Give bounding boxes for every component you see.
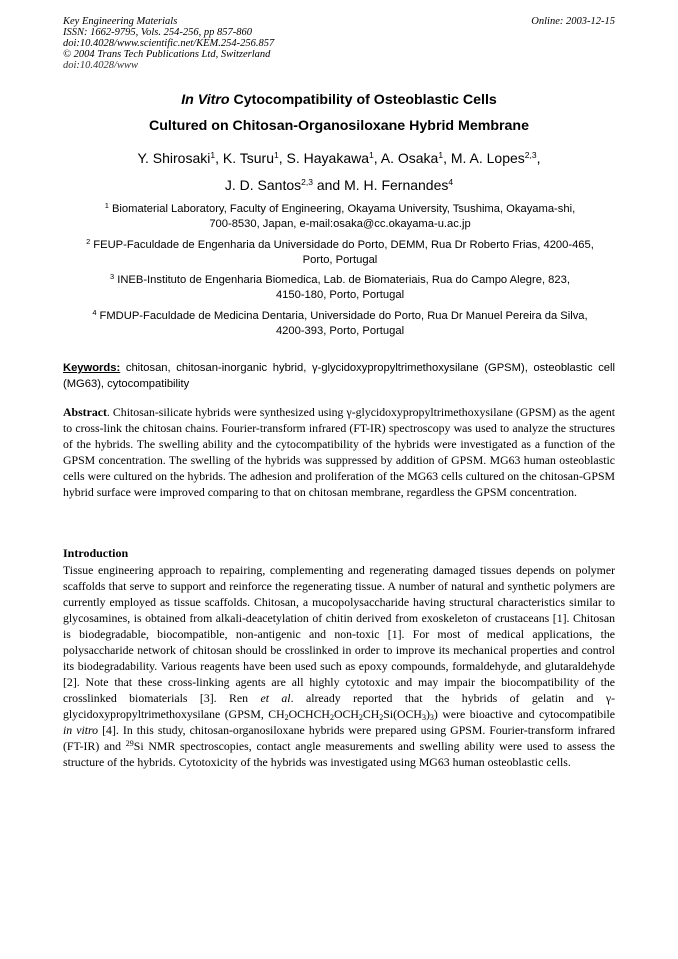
online-date: Online: 2003-12-15 — [531, 16, 615, 27]
author-name: S. Hayakawa — [286, 150, 369, 166]
author-name: J. D. Santos — [224, 177, 302, 193]
journal-name: Key Engineering Materials — [63, 16, 178, 27]
affiliation-4: $^4$ FMDUP-Faculdade de Medicina Dentaria, Universidade do Porto, Rua Dr Manuel Pereira da Silva, 4200-393, Porto, Portugal — [92, 308, 588, 337]
cutoff-line: doi:10.4028/www — [63, 60, 138, 71]
copyright-line: © 2004 Trans Tech Publications Ltd, Switzerland — [63, 49, 271, 60]
author-line-2: J. D. Santos$^{2,3}$ and M. H. Fernandes$^4$ — [224, 177, 454, 193]
introduction-heading: Introduction — [63, 546, 129, 560]
paper-title-line-2: Cultured on Chitosan-Organosiloxane Hybrid Membrane — [149, 118, 529, 134]
paper-title-line-1: In Vitro Cytocompatibility of Osteoblastic Cells — [181, 92, 497, 108]
running-header — [63, 16, 615, 71]
author-line-1: Y. Shirosaki$^1$, K. Tsuru$^1$, S. Hayakawa$^1$, A. Osaka$^1$, M. A. Lopes$^{2,3}$, — [137, 150, 541, 166]
doi-line: doi:10.4028/www.scientific.net/KEM.254-256.857 — [63, 38, 275, 49]
keywords — [63, 360, 615, 392]
author-name: A. Osaka — [380, 150, 439, 166]
abstract-text: . Chitosan-silicate hybrids were synthesized using γ-glycidoxypropyltrimethoxysilane (GPSM) as the agent to cross-link the chitosan chains. Fourier-transform infrared (FT-IR) spectroscopy was used to analyze the structures of the hybrids. The swelling ability and the cytocompatibility of the hybrids were investigated as a function of the GPSM concentration. The swelling of the hybrids was suppressed by addition of GPSM. MG63 human osteoblastic cells were cultured on the hybrids. The adhesion and proliferation of the MG63 cells cultured on the chitosan-GPSM hybrid surface were improved comparing to that on chitosan membrane, regardless the GPSM concentration. — [63, 405, 615, 499]
author-name: Y. Shirosaki — [137, 150, 211, 166]
author-name: M. A. Lopes — [450, 150, 525, 166]
abstract-label: Abstract — [63, 405, 107, 419]
issn-line: ISSN: 1662-9795, Vols. 254-256, pp 857-860 — [63, 27, 252, 38]
gpsm-formula: $CH_2OCHCH_2OCH_2CH_2Si(OCH_3)_3$) — [268, 707, 438, 722]
abstract — [63, 404, 615, 500]
keywords-label: Keywords: — [63, 362, 121, 374]
affiliation-1: $^1$ Biomaterial Laboratory, Faculty of Engineering, Okayama University, Tsushima, Okayama-shi, 700-8530, Japan, e-mail:osaka@cc.okayama-u.ac.jp — [104, 201, 576, 230]
affiliation-2: $^2$ FEUP-Faculdade de Engenharia da Universidade do Porto, DEMM, Rua Dr Roberto Frias, 4200-465, Porto, Portugal — [86, 237, 594, 266]
introduction-body: Tissue engineering approach to repairing, complementing and regenerating damaged tissues depends on polymer scaffolds that serve to support and reinforce the regenerating tissue. A number of natural and synthetic polymers are currently employed as tissue scaffolds. Chitosan, a mucopolysaccharide having structural characteristics similar to glycosamines, is obtained from alkali-deacetylation of chitin derived from exoskeleton of crustaceans [1]. Chitosan is biodegradable, biocompatible, non-antigenic and non-toxic [1]. For most of medical applications, the polysaccharide network of chitosan should be crosslinked in order to improve its mechanical properties and control its biodegradability. Various reagents have been used such as epoxy compounds, formaldehyde, and glutaraldehyde [2]. Note that these cross-linking agents are all highly cytotoxic and may impair the biocompatibility of the crosslinked biomaterials [3]. Ren et al. already reported that the hybrids of gelatin and γ-glycidoxypropyltrimethoxysilane (GPSM, $CH_2OCHCH_2OCH_2CH_2Si(OCH_3)_3$) were bioactive and cytocompatibile in vitro [4]. In this study, chitosan-organosiloxane hybrids were prepared using GPSM. Fourier-transform infrared (FT-IR) and $^{29}$Si NMR spectroscopies, contact angle measurements and swelling ability were used to assess the structure of the hybrids. Cytotoxicity of the hybrids was investigated using MG63 human osteoblastic cells. — [63, 563, 616, 769]
keywords-text: chitosan, chitosan-inorganic hybrid, γ-glycidoxypropyltrimethoxysilane (GPSM), osteoblastic cell (MG63), cytocompatibility — [63, 362, 615, 390]
author-name: M. H. Fernandes — [344, 177, 449, 193]
affiliation-3: $^3$ INEB-Instituto de Engenharia Biomedica, Lab. de Biomateriais, Rua do Campo Alegre, 823, 4150-180, Porto, Portugal — [110, 272, 570, 301]
author-name: K. Tsuru — [222, 150, 274, 166]
